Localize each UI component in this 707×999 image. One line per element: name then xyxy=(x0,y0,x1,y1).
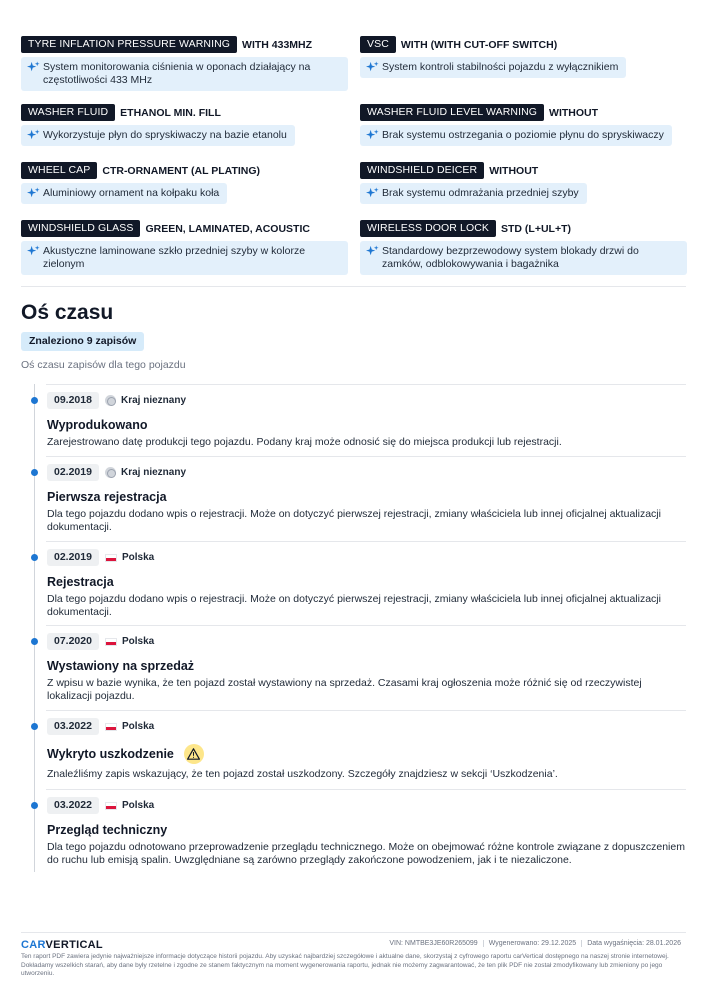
vin-label: VIN: NMTBE3JE60R265099 xyxy=(389,940,478,947)
timeline-dot xyxy=(31,554,38,561)
poland-flag-icon xyxy=(105,723,117,731)
spec-value: WITH 433MHZ xyxy=(242,38,313,51)
poland-flag-icon xyxy=(105,802,117,810)
records-count-badge: Znaleziono 9 zapisów xyxy=(21,332,144,351)
sparkle-icon xyxy=(366,187,379,200)
sparkle-icon xyxy=(27,129,40,142)
spec-value: WITHOUT xyxy=(489,164,539,177)
entry-divider xyxy=(46,541,686,542)
spec-description: Brak systemu ostrzegania o poziomie płynu do spryskiwaczy xyxy=(360,125,672,146)
event-title: Wykryto uszkodzenie xyxy=(47,744,204,764)
spec-tag: WINDSHIELD GLASS xyxy=(21,220,140,237)
entry-divider xyxy=(46,710,686,711)
spec-description: System monitorowania ciśnienia w oponach działający na częstotliwości 433 MHz xyxy=(21,57,348,91)
country-label: Polska xyxy=(105,721,154,732)
event-title: Wyprodukowano xyxy=(47,418,148,432)
event-title: Przegląd techniczny xyxy=(47,823,168,837)
report-meta xyxy=(384,940,686,947)
date-pill: 09.2018 xyxy=(47,392,99,409)
spec-item xyxy=(21,220,348,275)
spec-value: GREEN, LAMINATED, ACOUSTIC xyxy=(145,222,310,235)
poland-flag-icon xyxy=(105,638,117,646)
timeline-entry xyxy=(21,456,686,540)
sparkle-icon xyxy=(366,245,379,258)
spec-description: Aluminiowy ornament na kołpaku koła xyxy=(21,183,227,204)
event-description: Dla tego pojazdu dodano wpis o rejestracji. Może on dotyczyć pierwszej rejestracji, zmiany właściciela lub innej oficjalnej aktualizacji dokumentacji. xyxy=(47,508,661,533)
timeline-dot xyxy=(31,723,38,730)
spec-tag: WHEEL CAP xyxy=(21,162,97,179)
spec-item xyxy=(21,162,348,204)
spec-description: Brak systemu odmrażania przedniej szyby xyxy=(360,183,587,204)
globe-icon xyxy=(105,395,116,406)
date-pill: 03.2022 xyxy=(47,718,99,735)
spec-tag: VSC xyxy=(360,36,396,53)
spec-description: System kontroli stabilności pojazdu z wyłącznikiem xyxy=(360,57,626,78)
spec-tag: WIRELESS DOOR LOCK xyxy=(360,220,496,237)
date-pill: 02.2019 xyxy=(47,549,99,566)
entry-divider xyxy=(46,789,686,790)
timeline-dot xyxy=(31,397,38,404)
timeline-entry xyxy=(21,710,686,789)
entry-divider xyxy=(46,456,686,457)
spec-value: CTR-ORNAMENT (AL PLATING) xyxy=(102,164,261,177)
spec-value: ETHANOL MIN. FILL xyxy=(120,106,221,119)
timeline-dot xyxy=(31,802,38,809)
globe-icon xyxy=(105,467,116,478)
spec-description: Akustyczne laminowane szkło przedniej szyby w kolorze zielonym xyxy=(21,241,348,275)
warning-icon xyxy=(184,744,204,764)
timeline-title: Oś czasu xyxy=(21,301,114,324)
country-label: Polska xyxy=(105,800,154,811)
event-description: Dla tego pojazdu dodano wpis o rejestracji. Może on dotyczyć pierwszej rejestracji, zmiany właściciela lub innej oficjalnej aktualizacji dokumentacji. xyxy=(47,593,661,618)
date-pill: 07.2020 xyxy=(47,633,99,650)
sparkle-icon xyxy=(27,61,40,74)
sparkle-icon xyxy=(27,187,40,200)
event-title: Rejestracja xyxy=(47,575,114,589)
spec-tag: WASHER FLUID xyxy=(21,104,115,121)
generated-date: Wygenerowano: 29.12.2025 xyxy=(483,940,582,947)
spec-item xyxy=(360,36,687,78)
sparkle-icon xyxy=(366,61,379,74)
event-description: Znaleźliśmy zapis wskazujący, że ten pojazd został uszkodzony. Szczegóły znajdziesz w sekcji ‘Uszkodzenia’. xyxy=(47,768,558,780)
event-title: Wystawiony na sprzedaż xyxy=(47,659,195,673)
spec-item xyxy=(360,220,687,275)
spec-tag: WINDSHIELD DEICER xyxy=(360,162,484,179)
spec-item xyxy=(360,162,687,204)
disclaimer-text: Ten raport PDF zawiera jedynie najważniejsze informacje dotyczące historii pojazdu. Aby uzyskać najbardziej szczegółowe i aktualne dane, skorzystaj z cyfrowego raportu carVertical dostępnego na naszej stronie internetowej. Dokładamy wszelkich starań, aby dane były rzetelne i zgodne ze stanem faktycznym na moment wygenerowania raportu, jednak nie możemy zagwarantować, że ten plik PDF nie został zmodyfikowany lub zmieniony po jego utworzeniu. xyxy=(21,953,669,977)
timeline-dot xyxy=(31,469,38,476)
event-title: Pierwsza rejestracja xyxy=(47,490,167,504)
footer-divider xyxy=(21,932,686,933)
spec-value: STD (L+UL+T) xyxy=(501,222,571,235)
spec-description: Wykorzystuje płyn do spryskiwaczy na bazie etanolu xyxy=(21,125,295,146)
date-pill: 03.2022 xyxy=(47,797,99,814)
expiry-date: Data wygaśnięcia: 28.01.2026 xyxy=(581,940,686,947)
carvertical-logo: CARVERTICAL xyxy=(21,939,103,951)
timeline-entry xyxy=(21,541,686,625)
timeline-entry xyxy=(21,384,686,456)
spec-item xyxy=(360,104,687,146)
timeline-dot xyxy=(31,638,38,645)
event-description: Zarejestrowano datę produkcji tego pojazdu. Podany kraj może odnosić się do miejsca produkcji lub rejestracji. xyxy=(47,436,562,448)
poland-flag-icon xyxy=(105,554,117,562)
country-label: Kraj nieznany xyxy=(105,395,186,406)
spec-description: Standardowy bezprzewodowy system blokady drzwi do zamków, odblokowywania i bagażnika xyxy=(360,241,687,275)
country-label: Polska xyxy=(105,636,154,647)
country-label: Polska xyxy=(105,552,154,563)
spec-item xyxy=(21,104,348,146)
timeline-entry xyxy=(21,789,686,873)
event-description: Dla tego pojazdu odnotowano przeprowadzenie przeglądu technicznego. Może on obejmować różne kontrole związane z dopuszczeniem do ruchu lub emisją spalin. Uwzględniane są zarówno przeglądy zakończone powodzeniem, jak i te niezaliczone. xyxy=(47,841,685,866)
entry-divider xyxy=(46,625,686,626)
timeline-subtitle: Oś czasu zapisów dla tego pojazdu xyxy=(21,359,186,371)
section-divider xyxy=(21,286,686,287)
spec-item xyxy=(21,36,348,91)
timeline-entry xyxy=(21,625,686,710)
date-pill: 02.2019 xyxy=(47,464,99,481)
spec-value: WITH (WITH CUT-OFF SWITCH) xyxy=(400,38,558,51)
sparkle-icon xyxy=(366,129,379,142)
country-label: Kraj nieznany xyxy=(105,467,186,478)
spec-tag: WASHER FLUID LEVEL WARNING xyxy=(360,104,544,121)
spec-value: WITHOUT xyxy=(549,106,599,119)
event-description: Z wpisu w bazie wynika, że ten pojazd został wystawiony na sprzedaż. Czasami kraj ogłoszenia może różnić się od rzeczywistej lokalizacji pojazdu. xyxy=(47,677,642,702)
spec-tag: TYRE INFLATION PRESSURE WARNING xyxy=(21,36,237,53)
sparkle-icon xyxy=(27,245,40,258)
entry-divider xyxy=(46,384,686,385)
